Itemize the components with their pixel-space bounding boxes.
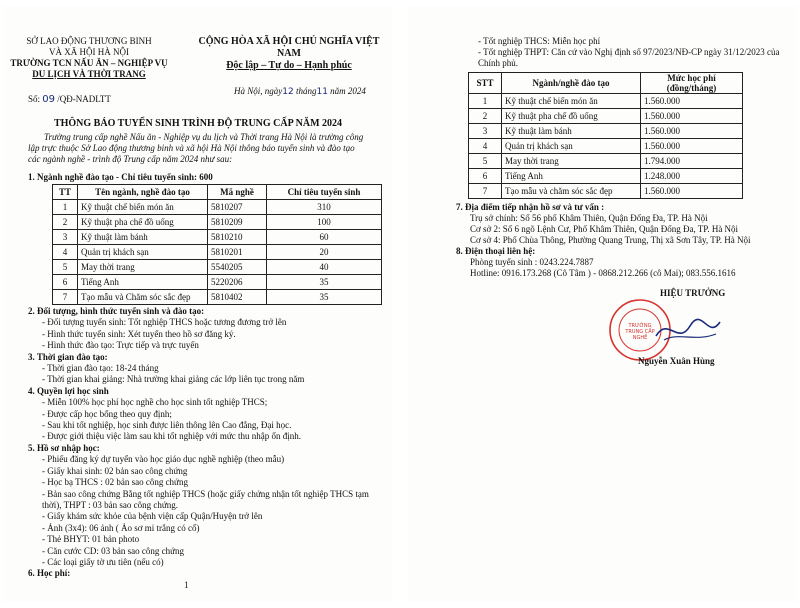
list-item: - Đối tượng tuyển sinh: Tốt nghiệp THCS hoặc tương đương trở lên: [42, 317, 287, 328]
list-item: Cơ sở 2: Số 6 ngõ Lệnh Cư, Phố Khâm Thiên, Quận Đống Đa, TP. Hà Nội: [470, 224, 739, 234]
header-left: [4, 36, 174, 80]
signer-name: Nguyễn Xuân Hùng: [638, 356, 715, 366]
document-number: Số: 09 /QĐ-NADLTT: [28, 94, 111, 105]
list-item: - Hình thức đào tạo: Trực tiếp và trực tuyến: [42, 340, 199, 351]
table-row: 3 Kỹ thuật làm bánh 5810210 60: [53, 230, 382, 245]
school-line-1: TRƯỜNG TCN NẤU ĂN – NGHIỆP VỤ: [10, 58, 168, 68]
table-row: 3 Kỹ thuật làm bánh 1.560.000: [469, 124, 743, 139]
list-item: Hotline: 0916.173.268 (Cô Tâm ) - 0868.212.266 (cô Mai); 083.556.1616: [470, 268, 736, 278]
ministry-line-2: VÀ XÃ HỘI HÀ NỘI: [49, 47, 129, 57]
list-item: - Hình thức tuyển sinh: Xét tuyển theo hồ sơ đăng ký.: [42, 328, 236, 339]
table-row: 2 Kỹ thuật pha chế đồ uống 1.560.000: [469, 109, 743, 124]
table-row: 5 May thời trang 5540205 40: [53, 260, 382, 275]
table-row: 7 Tạo mẫu và chăm sóc sắc đẹp 1.560.000: [469, 184, 743, 199]
list-item: - Ảnh (3x4): 06 ảnh ( Ảo sơ mi trắng có cổ): [42, 522, 200, 533]
table-row: 6 Tiếng Anh 1.248.000: [469, 169, 743, 184]
list-item: - Căn cước CD: 03 bản sao công chứng: [42, 545, 184, 556]
list-item: - Tốt nghiệp THPT: Căn cứ vào Nghị định số 97/2023/NĐ-CP ngày 31/12/2023 của Chính phủ.: [478, 47, 780, 68]
table-row: 2 Kỹ thuật pha chế đồ uống 5810209 100: [53, 215, 382, 230]
document-date: Hà Nội, ngày12 tháng11 năm 2024: [234, 86, 366, 97]
list-item: - Học bạ THCS : 02 bản sao công chứng: [42, 477, 188, 488]
table-row: 4 Quản trị khách sạn 5810201 20: [53, 245, 382, 260]
signature-title: HIỆU TRƯỞNG: [660, 288, 726, 298]
table-row: 1 Kỹ thuật chế biến món ăn 1.560.000: [469, 94, 743, 109]
list-item: - Bản sao công chứng Bằng tốt nghiệp THCS (hoặc giấy chứng nhận tốt nghiệp THCS tạm thời), THPT : 03 bản sao công chứng.: [42, 488, 369, 510]
section-5-title: 5. Hồ sơ nhập học:: [28, 442, 100, 453]
list-item: - Tốt nghiệp THCS: Miễn học phí: [478, 36, 601, 46]
list-item: - Thời gian đào tạo: 18-24 tháng: [42, 363, 159, 374]
svg-text:TRUNG CẤP: TRUNG CẤP: [625, 329, 655, 335]
page-title: THÔNG BÁO TUYỂN SINH TRÌNH ĐỘ TRUNG CẤP NĂM 2024: [53, 118, 343, 129]
list-item: Cơ sở 4: Phố Chùa Thông, Phường Quang Trung, Thị xã Sơn Tây, TP. Hà Nội: [470, 235, 751, 245]
list-item: - Thời gian khai giảng: Nhà trường khai giảng các lớp liên tục trong năm: [42, 374, 305, 385]
national-title: CỘNG HÒA XÃ HỘI CHỦ NGHĨA VIỆT NAM: [198, 36, 380, 59]
section-8-title: 8. Điện thoại liên hệ:: [456, 246, 536, 256]
table-header-row: STT Ngành/nghề đào tạo Mức học phí (đồng/tháng): [469, 73, 743, 94]
svg-text:TRƯỜNG: TRƯỜNG: [628, 323, 652, 329]
section-1-title: 1. Ngành nghề đào tạo - Chỉ tiêu tuyển sinh: 600: [28, 172, 213, 182]
header-right: [186, 36, 392, 72]
list-item: - Các loại giấy tờ ưu tiên (nếu có): [42, 556, 164, 567]
list-item: - Được cấp học bổng theo quy định;: [42, 408, 172, 419]
table-header-row: TT Tên ngành, nghề đào tạo Mã nghề Chỉ tiêu tuyển sinh: [53, 185, 382, 200]
svg-text:NGHỀ: NGHỀ: [632, 335, 648, 341]
table-row: 6 Tiếng Anh 5220206 35: [53, 275, 382, 290]
national-motto: Độc lập – Tự do – Hạnh phúc: [226, 60, 352, 71]
table-row: 1 Kỹ thuật chế biến món ăn 5810207 310: [53, 200, 382, 215]
list-item: - Phiếu đăng ký dự tuyển vào học giáo dục nghề nghiệp (theo mẫu): [42, 454, 285, 465]
list-item: - Sau khi tốt nghiệp, học sinh được liên thông lên Cao đẳng, Đại học.: [42, 420, 292, 431]
signature-icon: [656, 319, 720, 336]
quota-table: [52, 184, 382, 305]
list-item: - Miễn 100% học phí học nghề cho học sinh tốt nghiệp THCS;: [42, 397, 268, 408]
table-row: 4 Quản trị khách sạn 1.560.000: [469, 139, 743, 154]
list-item: - Thẻ BHYT: 01 bản photo: [42, 534, 140, 545]
sections-2-6: [28, 306, 388, 580]
list-item: - Được giới thiệu việc làm sau khi tốt nghiệp với mức thu nhập ổn định.: [42, 431, 301, 442]
table-row: 5 May thời trang 1.794.000: [469, 154, 743, 169]
list-item: Phòng tuyển sinh : 0243.224.7887: [470, 257, 594, 267]
section-4-title: 4. Quyền lợi học sinh: [28, 385, 109, 396]
school-line-2: DU LỊCH VÀ THỜI TRANG: [32, 69, 146, 79]
tuition-table: [468, 72, 743, 199]
contact-sections: [456, 202, 786, 279]
section-6-title: 6. Học phí:: [28, 568, 71, 579]
tuition-notes: [468, 36, 788, 69]
left-page: [4, 6, 392, 602]
table-row: 7 Tạo mẫu và Chăm sóc sắc đẹp 5810402 35: [53, 290, 382, 305]
intro-paragraph: Trường trung cấp nghề Nấu ăn - Nghiệp vụ du lịch và Thời trang Hà Nội là trường công lập trực thuộc Sở Lao động thương binh và xã hội Hà Nội thông báo tuyển sinh và đào tạo các ngành nghề - trình độ Trung cấp năm 2024 như sau:: [28, 132, 364, 164]
section-7-title: 7. Địa điểm tiếp nhận hồ sơ và tư vấn :: [456, 202, 605, 212]
section-2-title: 2. Đối tượng, hình thức tuyển sinh và đào tạo:: [28, 306, 205, 316]
list-item: - Giấy khám sức khỏe của bệnh viện cấp Quận/Huyện trở lên: [42, 511, 263, 522]
list-item: Trụ sở chính: Số 56 phố Khâm Thiên, Quận Đống Đa, TP. Hà Nội: [470, 213, 708, 223]
right-page: [408, 6, 796, 602]
list-item: - Giấy khai sinh: 02 bản sao công chứng: [42, 465, 188, 476]
ministry-line-1: SỞ LAO ĐỘNG THƯƠNG BINH: [26, 36, 152, 46]
section-3-title: 3. Thời gian đào tạo:: [28, 351, 108, 362]
page-number: 1: [184, 580, 189, 590]
